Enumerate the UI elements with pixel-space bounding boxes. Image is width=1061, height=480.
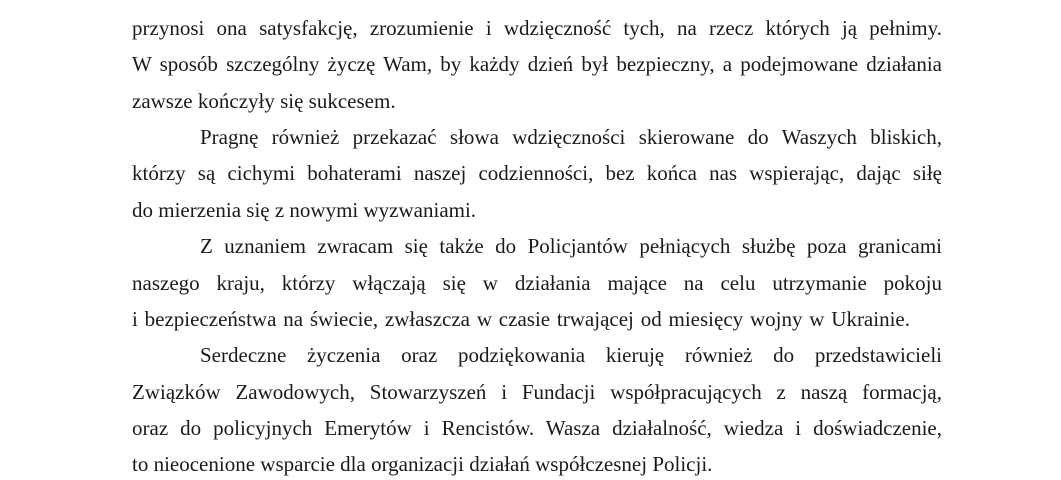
body-line: zawsze kończyły się sukcesem. <box>132 89 396 113</box>
body-line: Związków Zawodowych, Stowarzyszeń i Fundacji współpracujących z naszą formacją, <box>132 380 942 404</box>
body-line: do mierzenia się z nowymi wyzwaniami. <box>132 198 477 222</box>
body-line: W sposób szczególny życzę Wam, by każdy dzień był bezpieczny, a podejmowane działania <box>132 52 942 76</box>
body-line: Pragnę również przekazać słowa wdzięczności skierowane do Waszych bliskich, <box>200 125 942 149</box>
body-line: Serdeczne życzenia oraz podziękowania kieruję również do przedstawicieli <box>200 343 942 367</box>
body-line: przynosi ona satysfakcję, zrozumienie i wdzięczność tych, na rzecz których ją pełnimy. <box>132 16 942 40</box>
body-line: to nieocenione wsparcie dla organizacji działań współczesnej Policji. <box>132 452 713 476</box>
body-line: i bezpieczeństwa na świecie, zwłaszcza w czasie trwającej od miesięcy wojny w Ukrainie. <box>132 307 910 331</box>
body-line: którzy są cichymi bohaterami naszej codzienności, bez końca nas wspierając, dając siłę <box>132 161 942 185</box>
body-line: naszego kraju, którzy włączają się w działania mające na celu utrzymanie pokoju <box>132 271 942 295</box>
body-line: oraz do policyjnych Emerytów i Rencistów. Wasza działalność, wiedza i doświadczenie, <box>132 416 942 440</box>
body-line: Z uznaniem zwracam się także do Policjantów pełniących służbę poza granicami <box>200 234 942 258</box>
